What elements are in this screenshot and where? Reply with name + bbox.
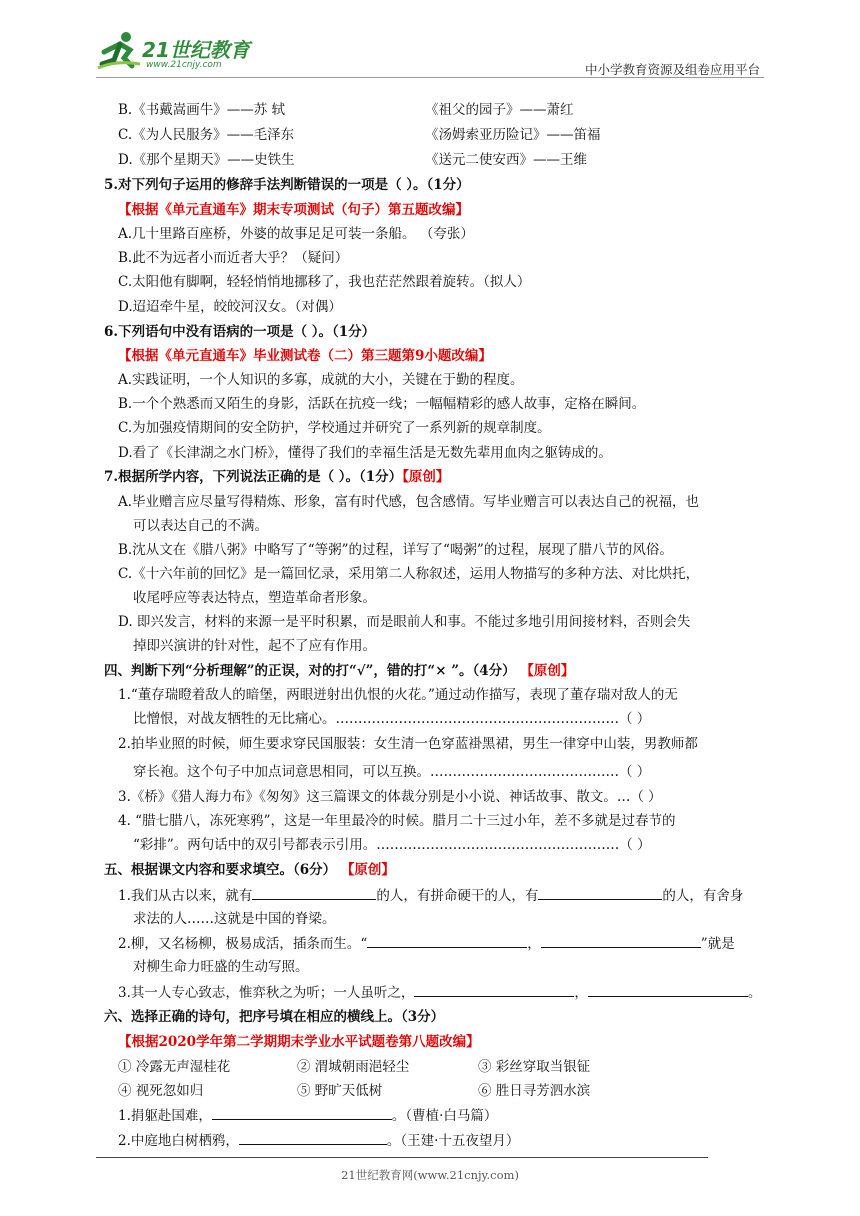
logo [96,30,256,74]
platform-name: 中小学教育资源及组卷应用平台 [584,62,760,77]
text-line [118,248,348,268]
line-text: A.毕业赠言应尽量写得精炼、形象，富有时代感，包含感情。写毕业赠言可以表达自己的祝福，也 [118,494,700,510]
text-line [118,734,698,754]
line-text: ， [527,936,541,952]
column-text: 《汤姆索亚历险记》——笛福 [425,127,601,143]
footer: 21世纪教育网(www.21cnjy.com) [341,1168,519,1182]
line-text: A.实践证明，一个人知识的多寡，成就的大小，关键在于勤的程度。 [118,372,524,388]
line-text: 六、选择正确的诗句，把序号填在相应的横线上。（3分） [104,1009,445,1025]
fill-blank[interactable] [367,933,527,948]
line-text: 穿长袍。这个句子中加点词意思相同，可以互换。……………………………………（ ） [133,764,651,780]
source-note [118,1032,480,1052]
text-line [133,835,651,855]
text-line [118,492,699,512]
text-line [118,564,699,584]
line-text: ① 冷露无声湿桂花 [118,1059,231,1075]
fill-blank[interactable] [239,1130,387,1145]
line-text: 【根据《单元直通车》毕业测试卷（二）第三题第9小题改编】 [118,348,492,364]
question-title [104,175,470,195]
text-line [133,516,268,536]
text-line [118,272,530,292]
line-text: 求法的人……这就是中国的脊梁。 [133,911,336,927]
source-note [118,200,469,220]
column-text: ⑤ 野旷天低树 [297,1083,383,1099]
question-title [104,860,395,880]
line-text: D.迢迢牵牛星，皎皎河汉女。（对偶） [118,299,342,315]
column-text: 《送元二使安西》——王维 [425,152,587,168]
line-text: 7.根据所学内容，下列说法正确的是（ ）。（1分） [104,469,403,485]
line-text: D. 即兴发言，材料的来源一是平时积累，而是眼前人和事。不能过多地引用间接材料，否则会失 [118,614,691,630]
line-text: 3.其一人专心致志，惟弈秋之为听；一人虽听之， [118,985,415,1001]
line-text: 。 [747,985,762,1001]
fill-blank[interactable] [212,1105,392,1120]
text-line [133,909,336,929]
line-text: ”就是 [700,936,735,952]
line-text: 掉即兴演讲的针对性，起不了应有作用。 [133,638,376,654]
footer-divider [96,1157,708,1158]
text-line [118,1130,519,1151]
column-text: 《祖父的园子》——萧红 [425,102,574,118]
text-line [133,636,376,656]
column-text: ③ 彩丝穿取当银钲 [478,1059,591,1075]
fill-blank[interactable] [541,933,701,948]
logo-text: 21世纪教育 [142,38,250,62]
header-divider [96,77,764,78]
logo-url: www.21cnjy.com [146,60,222,70]
fill-blank[interactable] [588,982,748,997]
line-text: 。（曹植·白马篇） [391,1108,498,1124]
fill-blank[interactable] [538,885,662,900]
column-text: ② 渭城朝雨浥轻尘 [297,1059,410,1075]
question-title [104,1007,444,1027]
line-text: 1.“董存瑞瞪着敌人的暗堡，两眼迸射出仇恨的火花。”通过动作描写，表现了董存瑞对敌人的无 [118,687,678,703]
text-line [118,933,735,954]
original-tag: 【原创】 [402,469,450,485]
question-title [104,661,574,681]
line-text: 6.下列语句中没有语病的一项是（ ）。（1分） [104,324,376,340]
question-title [104,322,375,342]
line-text: “彩排”。两句话中的双引号都表示引用。………………………………………………（ ） [133,837,651,853]
question-title [104,467,449,487]
text-line [118,150,295,170]
text-line [118,811,675,831]
line-text: A.几十里路百座桥，外婆的故事足足可装一条船。 （夸张） [118,226,474,242]
runner-logo-icon [96,30,142,70]
line-text: B.此不为远者小而近者大乎？（疑问） [118,250,349,266]
text-line [118,418,551,438]
text-line [118,100,285,120]
line-text: 1.我们从古以来，就有 [118,888,253,904]
text-line [118,885,743,906]
line-text: 【根据《单元直通车》期末专项测试（句子）第五题改编】 [118,202,469,218]
line-text: B.沈从文在《腊八粥》中略写了“等粥”的过程，详写了“喝粥”的过程，展现了腊八节的风俗。 [118,542,673,558]
fill-blank[interactable] [252,885,376,900]
line-text: C.为加强疫情期间的安全防护，学校通过并研究了一系列新的规章制度。 [118,420,551,436]
line-text: 五、根据课文内容和要求填空。（6分） [104,862,337,878]
line-text: 5.对下列句子运用的修辞手法判断错误的一项是（ ）。（1分） [104,177,470,193]
text-line [133,957,309,977]
line-text: 。（王建·十五夜望月） [386,1133,520,1149]
line-text: C.《为人民服务》——毛泽东 [118,127,295,143]
line-text: 收尾呼应等表达特点，塑造革命者形象。 [133,590,376,606]
text-line [118,224,474,244]
line-text: B.《书戴嵩画牛》——苏 轼 [118,102,286,118]
line-text: 的人，有拼命硬干的人，有 [376,888,539,904]
column-text: ⑥ 胜日寻芳泗水滨 [478,1083,591,1099]
line-text: 3.《桥》《猎人海力布》《匆匆》这三篇课文的体裁分别是小小说、神话故事、散文。…（ ） [118,789,662,805]
line-text: 的人，有舍身 [662,888,744,904]
line-text: 【根据2020学年第二学期期末学业水平试题卷第八题改编】 [118,1034,480,1050]
line-text: 4. “腊七腊八，冻死寒鸦”，这是一年里最冷的时候。腊月二十三过小年，差不多就是过春节的 [118,813,676,829]
line-text: D.看了《长津湖之水门桥》，懂得了我们的幸福生活是无数先辈用血肉之躯铸成的。 [118,445,612,461]
line-text: 2.柳，又名杨柳，极易成活，插条而生。“ [118,936,368,952]
line-text: ， [574,985,588,1001]
text-line [118,125,294,145]
text-line [118,394,645,414]
text-line [118,370,524,390]
text-line [133,709,650,729]
source-note [118,346,492,366]
line-text: 2.中庭地白树栖鸦， [118,1133,239,1149]
fill-blank[interactable] [414,982,574,997]
line-text: C.《十六年前的回忆》是一篇回忆录，采用第二人称叙述，运用人物描写的多种方法、对比烘托， [118,566,700,582]
line-text: 1.捐躯赴国难， [118,1108,212,1124]
text-line [133,588,376,608]
line-text: 2.拍毕业照的时候，师生要求穿民国服装：女生清一色穿蓝褂黑裙，男生一律穿中山装，男教师都 [118,736,698,752]
line-text: 四、判断下列“分析理解”的正误，对的打“√”，错的打“× ”。（4分） [104,663,516,679]
line-text: 可以表达自己的不满。 [133,518,268,534]
text-line [118,1105,497,1126]
line-text: 对柳生命力旺盛的生动写照。 [133,959,309,975]
page-header [96,30,764,78]
text-line [118,612,690,632]
text-line [118,540,673,560]
original-tag: 【原创】 [336,862,395,878]
line-text: 比憎恨，对战友牺牲的无比痛心。………………………………………………………（ ） [133,711,651,727]
text-line [118,787,662,807]
text-line [133,762,650,782]
original-tag: 【原创】 [515,663,575,679]
line-text: ④ 视死忽如归 [118,1083,204,1099]
line-text: C.太阳他有脚啊，轻轻悄悄地挪移了，我也茫茫然跟着旋转。（拟人） [118,274,531,290]
text-line [118,1081,203,1101]
line-text: D.《那个星期天》——史铁生 [118,152,295,168]
text-line [118,685,678,705]
text-line [118,297,342,317]
line-text: B.一个个熟悉而又陌生的身影，活跃在抗疫一线；一幅幅精彩的感人故事，定格在瞬间。 [118,396,646,412]
text-line [118,1057,230,1077]
text-line [118,443,612,463]
text-line [118,982,761,1003]
